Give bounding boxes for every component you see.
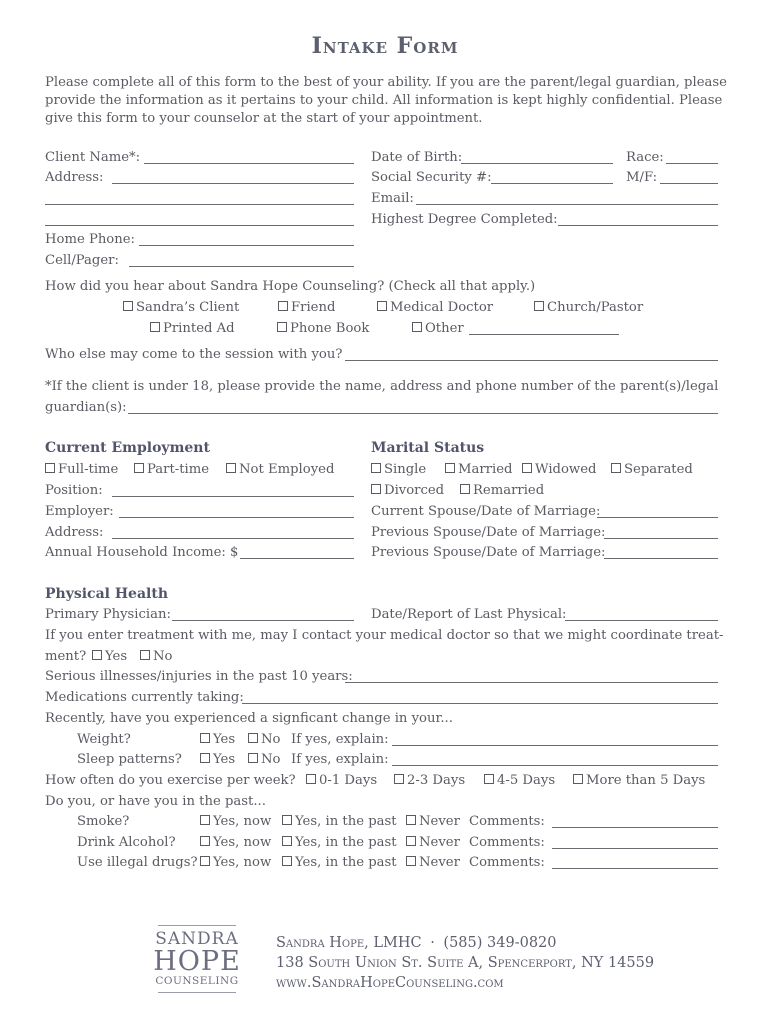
- email-field[interactable]: [416, 204, 718, 205]
- checkbox-icon[interactable]: [140, 650, 150, 660]
- guardian-field[interactable]: [128, 413, 718, 414]
- checkbox-icon[interactable]: [371, 463, 381, 473]
- logo-line-2: HOPE: [153, 946, 241, 977]
- checkbox-icon[interactable]: [200, 856, 210, 866]
- checkbox-icon[interactable]: [412, 322, 422, 332]
- referral-option-friend[interactable]: Friend: [278, 300, 335, 316]
- employment-option-part-time[interactable]: Part-time: [134, 462, 209, 478]
- employer-label: Employer:: [45, 504, 114, 519]
- exercise-label: How often do you exercise per week?: [45, 773, 296, 788]
- mf-field[interactable]: [660, 183, 718, 184]
- checkbox-icon[interactable]: [277, 322, 287, 332]
- checkbox-icon[interactable]: [282, 836, 292, 846]
- referral-option-sandras-client[interactable]: Sandra’s Client: [123, 300, 239, 316]
- checkbox-icon[interactable]: [406, 815, 416, 825]
- sleep-explain-field[interactable]: [392, 765, 718, 766]
- referral-option-medical-doctor[interactable]: Medical Doctor: [377, 300, 493, 316]
- ssn-field[interactable]: [491, 183, 613, 184]
- cell-field[interactable]: [129, 266, 354, 267]
- address-field-2[interactable]: [45, 204, 354, 205]
- home-phone-field[interactable]: [139, 245, 354, 246]
- previous-spouse-field-2[interactable]: [604, 558, 718, 559]
- weight-label: Weight?: [77, 732, 131, 747]
- referral-question: How did you hear about Sandra Hope Counseling? (Check all that apply.): [45, 279, 536, 294]
- sleep-no[interactable]: No: [248, 752, 280, 768]
- session-field[interactable]: [345, 360, 718, 361]
- contact-doctor-yes[interactable]: Yes: [92, 649, 127, 665]
- position-field[interactable]: [112, 496, 354, 497]
- checkbox-icon[interactable]: [282, 815, 292, 825]
- logo-line-3: COUNSELING: [155, 975, 239, 987]
- checkbox-icon[interactable]: [406, 836, 416, 846]
- logo-top-rule: [158, 925, 236, 926]
- sleep-explain-label: If yes, explain:: [291, 752, 389, 767]
- sleep-label: Sleep patterns?: [77, 752, 182, 767]
- marital-option-single[interactable]: Single: [371, 462, 426, 478]
- weight-no[interactable]: No: [248, 732, 280, 748]
- race-label: Race:: [626, 150, 664, 165]
- checkbox-icon[interactable]: [200, 815, 210, 825]
- income-field[interactable]: [240, 558, 354, 559]
- employment-option-not-employed[interactable]: Not Employed: [226, 462, 334, 478]
- exercise-option-2-3[interactable]: 2-3 Days: [394, 773, 465, 789]
- change-question: Recently, have you experienced a signficant change in your...: [45, 711, 453, 726]
- home-phone-label: Home Phone:: [45, 232, 135, 247]
- drugs-yes-now[interactable]: Yes, now: [200, 855, 271, 871]
- degree-field[interactable]: [558, 225, 718, 226]
- mf-label: M/F:: [626, 170, 658, 185]
- previous-spouse-field-1[interactable]: [604, 538, 718, 539]
- referral-option-church-pastor[interactable]: Church/Pastor: [534, 300, 643, 316]
- alcohol-never[interactable]: Never: [406, 835, 460, 851]
- checkbox-icon[interactable]: [306, 774, 316, 784]
- checkbox-icon[interactable]: [134, 463, 144, 473]
- employment-option-full-time[interactable]: Full-time: [45, 462, 118, 478]
- client-name-field[interactable]: [144, 163, 354, 164]
- referral-option-printed-ad[interactable]: Printed Ad: [150, 321, 235, 337]
- last-physical-field[interactable]: [565, 620, 718, 621]
- marital-option-married[interactable]: Married: [445, 462, 512, 478]
- address-field-1[interactable]: [112, 183, 354, 184]
- checkbox-icon[interactable]: [371, 484, 381, 494]
- referral-option-phone-book[interactable]: Phone Book: [277, 321, 369, 337]
- checkbox-icon[interactable]: [282, 856, 292, 866]
- dob-label: Date of Birth:: [371, 150, 463, 165]
- smoke-never[interactable]: Never: [406, 814, 460, 830]
- checkbox-icon[interactable]: [248, 733, 258, 743]
- client-name-label: Client Name*:: [45, 150, 141, 165]
- checkbox-icon[interactable]: [45, 463, 55, 473]
- weight-explain-field[interactable]: [392, 745, 718, 746]
- email-label: Email:: [371, 191, 414, 206]
- logo-line-1: SANDRA: [155, 929, 239, 949]
- drugs-never[interactable]: Never: [406, 855, 460, 871]
- referral-option-other[interactable]: Other: [412, 321, 464, 337]
- current-spouse-label: Current Spouse/Date of Marriage:: [371, 504, 601, 519]
- footer-address: 138 South Union St. Suite A, Spencerport, NY 14559: [276, 955, 655, 971]
- alcohol-yes-past[interactable]: Yes, in the past: [282, 835, 397, 851]
- logo-bottom-rule: [158, 992, 236, 993]
- employer-field[interactable]: [119, 517, 354, 518]
- race-field[interactable]: [666, 163, 718, 164]
- drugs-label: Use illegal drugs?: [77, 855, 198, 870]
- marital-heading: Marital Status: [371, 440, 485, 456]
- smoke-comments-label: Comments:: [469, 814, 545, 829]
- footer-contact-line1: [276, 935, 557, 952]
- physician-label: Primary Physician:: [45, 607, 171, 622]
- health-heading: Physical Health: [45, 586, 168, 602]
- marital-option-separated[interactable]: Separated: [611, 462, 693, 478]
- checkbox-icon[interactable]: [484, 774, 494, 784]
- smoke-yes-past[interactable]: Yes, in the past: [282, 814, 397, 830]
- checkbox-icon[interactable]: [123, 301, 133, 311]
- exercise-option-4-5[interactable]: 4-5 Days: [484, 773, 555, 789]
- employment-heading: Current Employment: [45, 440, 210, 456]
- marital-option-widowed[interactable]: Widowed: [522, 462, 596, 478]
- sleep-yes[interactable]: Yes: [200, 752, 235, 768]
- address-label: Address:: [45, 170, 104, 185]
- physician-field[interactable]: [172, 620, 354, 621]
- position-label: Position:: [45, 483, 103, 498]
- footer-name: Sandra Hope, LMHC: [276, 935, 422, 951]
- checkbox-icon[interactable]: [611, 463, 621, 473]
- checkbox-icon[interactable]: [394, 774, 404, 784]
- ssn-label: Social Security #:: [371, 170, 492, 185]
- checkbox-icon[interactable]: [200, 753, 210, 763]
- intro-text: Please complete all of this form to the best of your ability. If you are the parent/legal guardian, please provide the information as it pertains to your child. All information is kept highly confidential. Please give this form to your counselor at the start of your appointment.: [45, 75, 727, 126]
- marital-option-remarried[interactable]: Remarried: [460, 483, 544, 499]
- checkbox-icon[interactable]: [226, 463, 236, 473]
- checkbox-icon[interactable]: [406, 856, 416, 866]
- checkbox-icon[interactable]: [248, 753, 258, 763]
- degree-label: Highest Degree Completed:: [371, 212, 558, 227]
- checkbox-icon[interactable]: [200, 836, 210, 846]
- checkbox-icon[interactable]: [460, 484, 470, 494]
- referral-other-field[interactable]: [469, 334, 619, 335]
- previous-spouse-label-1: Previous Spouse/Date of Marriage:: [371, 525, 606, 540]
- footer-separator: ·: [430, 935, 435, 951]
- weight-yes[interactable]: Yes: [200, 732, 235, 748]
- footer-phone: (585) 349-0820: [443, 935, 557, 951]
- footer-website-link[interactable]: www.SandraHopeCounseling.com: [276, 975, 504, 991]
- page-title: Intake Form: [311, 33, 459, 59]
- last-physical-label: Date/Report of Last Physical:: [371, 607, 567, 622]
- minor-text-line2: guardian(s):: [45, 400, 127, 415]
- marital-option-divorced[interactable]: Divorced: [371, 483, 444, 499]
- past-question: Do you, or have you in the past...: [45, 794, 266, 809]
- alcohol-comments-label: Comments:: [469, 835, 545, 850]
- exercise-option-0-1[interactable]: 0-1 Days: [306, 773, 377, 789]
- checkbox-icon[interactable]: [377, 301, 387, 311]
- checkbox-icon[interactable]: [445, 463, 455, 473]
- minor-text-line1: *If the client is under 18, please provide the name, address and phone number of the parent(s)/legal: [45, 379, 719, 394]
- illnesses-field[interactable]: [345, 682, 718, 683]
- checkbox-icon[interactable]: [522, 463, 532, 473]
- contact-doctor-no[interactable]: No: [140, 649, 172, 665]
- drugs-yes-past[interactable]: Yes, in the past: [282, 855, 397, 871]
- employer-address-field[interactable]: [112, 538, 354, 539]
- drugs-comments-label: Comments:: [469, 855, 545, 870]
- current-spouse-field[interactable]: [597, 517, 718, 518]
- contact-doctor-text-1: If you enter treatment with me, may I contact your medical doctor so that we might coordinate treat-: [45, 628, 724, 643]
- exercise-option-more-5[interactable]: More than 5 Days: [573, 773, 705, 789]
- address-field-3[interactable]: [45, 225, 354, 226]
- illnesses-label: Serious illnesses/injuries in the past 10 years:: [45, 669, 353, 684]
- medications-field[interactable]: [242, 703, 718, 704]
- checkbox-icon[interactable]: [278, 301, 288, 311]
- sandra-hope-logo: [152, 925, 242, 993]
- medications-label: Medications currently taking:: [45, 690, 244, 705]
- session-label: Who else may come to the session with you?: [45, 347, 343, 362]
- drugs-comments-field[interactable]: [552, 868, 718, 869]
- smoke-label: Smoke?: [77, 814, 130, 829]
- contact-doctor-text-2: ment?: [45, 649, 87, 664]
- alcohol-yes-now[interactable]: Yes, now: [200, 835, 271, 851]
- weight-explain-label: If yes, explain:: [291, 732, 389, 747]
- smoke-yes-now[interactable]: Yes, now: [200, 814, 271, 830]
- alcohol-label: Drink Alcohol?: [77, 835, 176, 850]
- smoke-comments-field[interactable]: [552, 827, 718, 828]
- alcohol-comments-field[interactable]: [552, 848, 718, 849]
- checkbox-icon[interactable]: [150, 322, 160, 332]
- checkbox-icon[interactable]: [92, 650, 102, 660]
- cell-label: Cell/Pager:: [45, 253, 119, 268]
- checkbox-icon[interactable]: [573, 774, 583, 784]
- employer-address-label: Address:: [45, 525, 104, 540]
- checkbox-icon[interactable]: [534, 301, 544, 311]
- checkbox-icon[interactable]: [200, 733, 210, 743]
- previous-spouse-label-2: Previous Spouse/Date of Marriage:: [371, 545, 606, 560]
- income-label: Annual Household Income: $: [45, 545, 239, 560]
- dob-field[interactable]: [461, 163, 613, 164]
